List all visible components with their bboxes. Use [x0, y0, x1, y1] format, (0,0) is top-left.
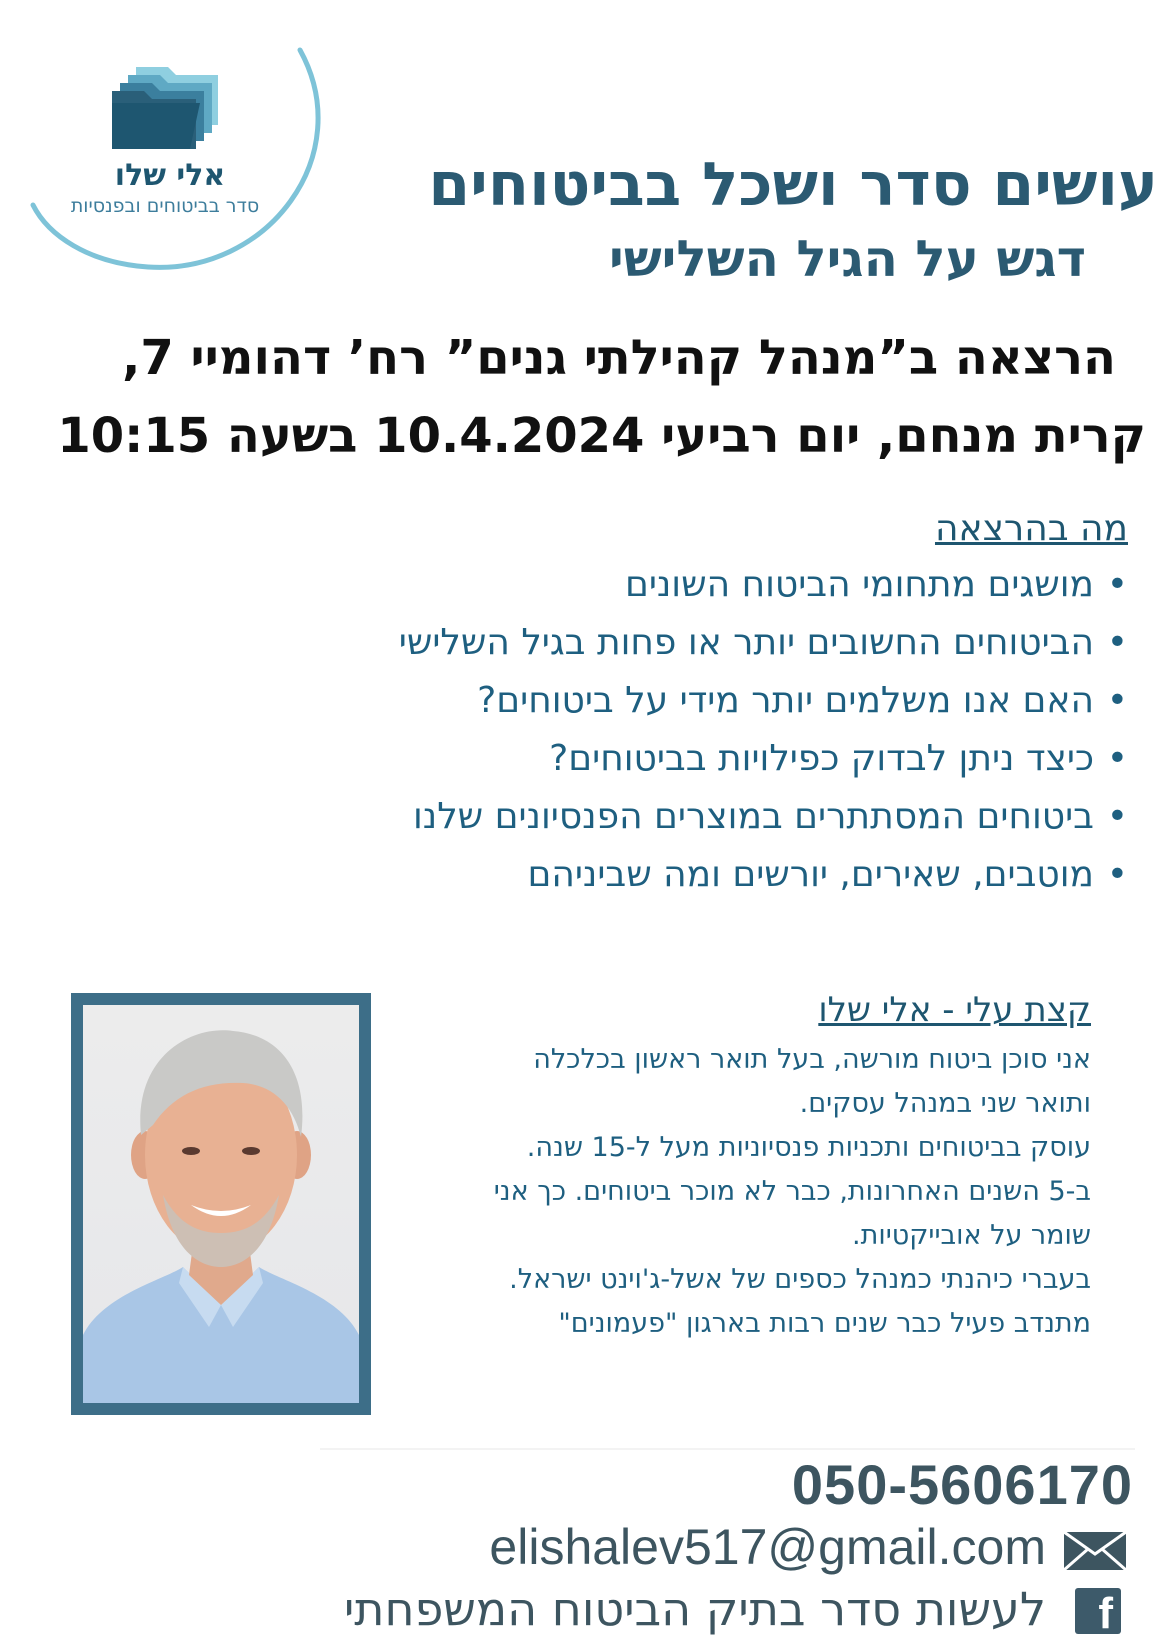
about-line: ב-5 השנים האחרונות, כבר לא מוכר ביטוחים. כך אני — [493, 1176, 1091, 1207]
about-text — [371, 1038, 1091, 1346]
portrait-photo — [83, 1005, 359, 1403]
logo-name: אלי שלו — [114, 158, 226, 193]
about-line: בעברי כיהנתי כמנהל כספים של אשל-ג'וינט ישראל. — [509, 1264, 1091, 1295]
topic-text: מוטבים, שאירים, יורשים ומה שביניהם — [527, 854, 1094, 895]
topics-title: מה בהרצאה — [934, 508, 1128, 549]
list-item — [399, 672, 1128, 730]
topic-text: ביטוחים המסתתרים במוצרים הפנסיונים שלנו — [412, 796, 1094, 837]
phone-number[interactable]: 050-5606170 — [791, 1453, 1133, 1516]
about-title: קצת עלי - אלי שלו — [818, 990, 1091, 1030]
folder-icon — [112, 67, 218, 149]
bullet: • — [1106, 622, 1128, 663]
list-item — [399, 556, 1128, 614]
topics-list — [399, 556, 1128, 904]
about-line: עוסק בביטוחים ותכניות פנסיוניות מעל ל-15 שנה. — [526, 1132, 1091, 1163]
facebook-page-label[interactable]: לעשות סדר בתיק הביטוח המשפחתי — [344, 1582, 1046, 1636]
list-item — [399, 846, 1128, 904]
list-item — [399, 788, 1128, 846]
topic-text: האם אנו משלמים יותר מידי על ביטוחים? — [477, 680, 1094, 721]
list-item — [399, 730, 1128, 788]
facebook-icon[interactable]: f — [1075, 1588, 1121, 1634]
portrait-frame — [71, 993, 371, 1415]
bullet: • — [1106, 564, 1128, 605]
about-line: שומר על אובייקטיות. — [852, 1220, 1091, 1251]
about-line: מתנדב פעיל כבר שנים רבות בארגון "פעמונים" — [558, 1308, 1091, 1339]
list-item — [399, 614, 1128, 672]
about-line: ותואר שני במנהל עסקים. — [799, 1088, 1091, 1119]
headline: עושים סדר ושכל בביטוחים — [428, 150, 1158, 220]
subheadline: דגש על הגיל השלישי — [609, 230, 1086, 288]
bullet: • — [1106, 680, 1128, 721]
email-address[interactable]: elishalev517@gmail.com — [489, 1519, 1046, 1575]
topic-text: מושגים מתחומי הביטוח השונים — [624, 564, 1094, 605]
topic-text: הביטוחים החשובים יותר או פחות בגיל השלישי — [398, 622, 1094, 663]
lecture-location: הרצאה ב”מנהל קהילתי גנים” רח’ דהומיי 7, — [122, 330, 1116, 386]
bullet: • — [1106, 738, 1128, 779]
logo-tagline: סדר בביטוחים ובפנסיות — [70, 195, 260, 217]
divider — [320, 1448, 1135, 1450]
about-line: אני סוכן ביטוח מורשה, בעל תואר ראשון בכלכלה — [533, 1044, 1091, 1075]
bullet: • — [1106, 854, 1128, 895]
topic-text: כיצד ניתן לבדוק כפילויות בביטוחים? — [549, 738, 1094, 779]
lecture-date-time: קרית מנחם, יום רביעי 10.4.2024 בשעה 10:15 — [57, 408, 1146, 464]
bullet: • — [1106, 796, 1128, 837]
envelope-icon — [1062, 1530, 1128, 1572]
